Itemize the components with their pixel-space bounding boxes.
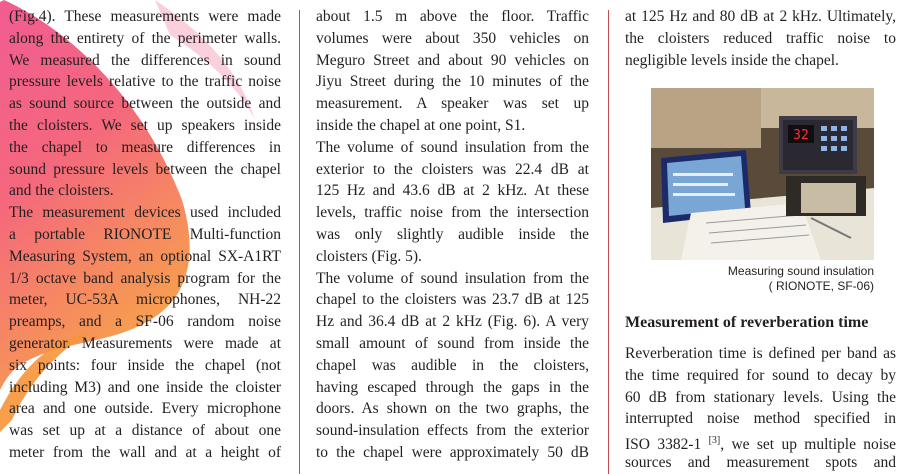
- measurement-photo: [651, 88, 874, 260]
- text-line: the chapel to measure differences in: [9, 138, 281, 156]
- text-line: The volume of sound insulation from the: [316, 138, 589, 156]
- text-line: 1/3 octave band analysis program for the: [9, 269, 281, 287]
- text-line: having escaped through the gaps in the: [316, 378, 589, 396]
- section-heading: Measurement of reverberation time: [625, 314, 869, 331]
- text-line: meter, UC-53A microphones, NH-22: [9, 291, 281, 309]
- text-line: and the cloisters.: [9, 182, 114, 200]
- text-line: sound-insulation effects from the exterior: [316, 422, 589, 440]
- text-line: levels, traffic noise from the intersection: [316, 204, 589, 222]
- text-line: generator. Measurements were made at: [9, 334, 281, 352]
- text-line: ISO 3382-1 [3], we set up multiple noise: [625, 435, 897, 454]
- text-line: volumes were about 350 vehicles on: [316, 29, 589, 47]
- text-line: The volume of sound insulation from the: [316, 269, 589, 287]
- meter-display: 32: [793, 128, 809, 143]
- text-line: Hz and 36.4 dB at 2 kHz (Fig. 6). A very: [316, 313, 589, 331]
- text-line: interrupted noise method specified in: [625, 410, 896, 428]
- caption-line-1: Measuring sound insulation: [727, 264, 874, 278]
- text-line: Reverberation time is defined per band as: [625, 345, 896, 362]
- text-column-left: [9, 6, 281, 464]
- text-column-middle: [316, 6, 589, 464]
- text-line: including M3) and one inside the cloister: [9, 378, 281, 396]
- text-line: a portable RIONOTE Multi-function: [9, 225, 281, 243]
- text-line: about 1.5 m above the floor. Traffic: [316, 8, 589, 25]
- text-line: Jiyu Street during the 10 minutes of the: [316, 73, 589, 91]
- caption-line-2: ( RIONOTE, SF-06): [768, 279, 874, 293]
- text-column-right-bottom: [625, 343, 896, 474]
- text-line: chapel to the cloisters was 23.7 dB at 125: [316, 291, 589, 309]
- text-line: exterior to the cloisters was 22.4 dB at: [316, 160, 589, 178]
- text-line: pressure levels relative to the traffic noise: [9, 73, 281, 91]
- text-line: chapel was audible in the cloisters,: [316, 356, 589, 374]
- text-line: doors. As shown on the two graphs, the: [316, 400, 589, 418]
- column-divider-left: [299, 10, 300, 474]
- text-line: the cloisters. We set up speakers inside: [9, 116, 281, 134]
- citation-marker: [3]: [708, 435, 721, 447]
- text-line: We measured the differences in sound: [9, 51, 281, 69]
- text-line: small amount of sound from inside the: [316, 334, 589, 352]
- text-line: area and one outside. Every microphone: [9, 400, 281, 418]
- text-line: the time required for sound to decay by: [625, 366, 896, 384]
- text-line: Measuring System, an optional SX-A1RT: [9, 247, 281, 265]
- text-column-right-top: [625, 6, 896, 71]
- text-line: sound pressure levels between the chapel: [9, 160, 281, 178]
- text-line: The measurement devices used included: [9, 204, 281, 222]
- text-line: the cloisters reduced traffic noise to: [625, 29, 896, 47]
- text-line: preamps, and a SF-06 random noise: [9, 313, 281, 331]
- text-line: sources and measurement spots and: [625, 453, 896, 471]
- text-line: measurement. A speaker was set up: [316, 95, 589, 113]
- text-line: along the entirety of the perimeter walls.: [9, 29, 281, 47]
- text-line: 60 dB from stationary levels. Using the: [625, 388, 896, 406]
- text-line: 125 Hz and 43.6 dB at 2 kHz. At these: [316, 182, 589, 200]
- text-line: was set up at a distance of about one: [9, 422, 281, 440]
- text-line: as sound source between the outside and: [9, 95, 281, 113]
- text-line: inside the chapel at one point, S1.: [316, 116, 526, 134]
- text-line: Meguro Street and about 90 vehicles on: [316, 51, 589, 69]
- text-line: to the chapel were approximately 50 dB: [316, 443, 589, 461]
- text-line: six points: four inside the chapel (not: [9, 356, 281, 374]
- photo-caption: [651, 264, 874, 294]
- text-line: negligible levels inside the chapel.: [625, 51, 839, 69]
- column-divider-right: [608, 10, 609, 474]
- text-line: (Fig.4). These measurements were made: [9, 8, 281, 25]
- text-line: cloisters (Fig. 5).: [316, 247, 422, 265]
- text-line: at 125 Hz and 80 dB at 2 kHz. Ultimately,: [625, 8, 896, 25]
- text-line: meter from the wall and at a height of: [9, 443, 281, 461]
- text-line: was only slightly audible inside the: [316, 225, 589, 243]
